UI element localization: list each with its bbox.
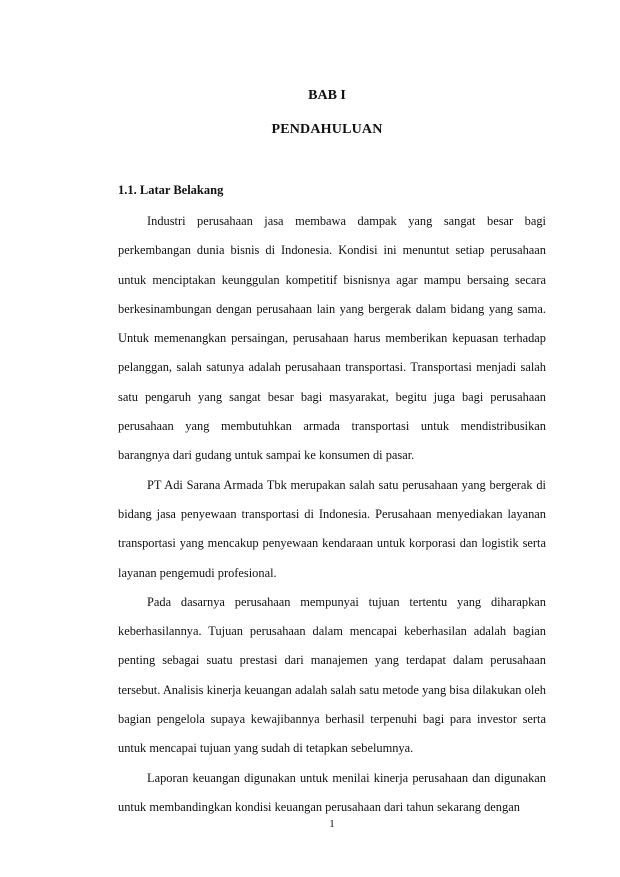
paragraph: PT Adi Sarana Armada Tbk merupakan salah satu perusahaan yang bergerak di bidang jasa penyewaan transportasi di Indonesia. Perusahaan menyediakan layanan transportasi yang mencakup penyewaan kendaraan untuk korporasi dan logistik serta layanan pengemudi profesional.	[118, 477, 546, 580]
paragraph: Industri perusahaan jasa membawa dampak yang sangat besar bagi perkembangan dunia bisnis di Indonesia. Kondisi ini menuntut setiap perusahaan untuk menciptakan keunggulan kompetitif bisnisnya agar mampu bersaing secara berkesinambungan dengan perusahaan lain yang bergerak dalam bidang yang sama. Untuk memenangkan persaingan, perusahaan harus memberikan kepuasan terhadap pelanggan, salah satunya adalah perusahaan transportasi. Transportasi menjadi salah satu pengaruh yang sangat besar bagi masyarakat, begitu juga bagi perusahaan perusahaan yang membutuhkan armada transportasi untuk mendistribusikan barangnya dari gudang untuk sampai ke konsumen di pasar.	[118, 214, 546, 463]
section-heading: 1.1. Latar Belakang	[118, 183, 224, 197]
paragraph: Laporan keuangan digunakan untuk menilai kinerja perusahaan dan digunakan untuk membandingkan kondisi keuangan perusahaan dari tahun sekarang dengan	[118, 770, 546, 814]
chapter-title: PENDAHULUAN	[271, 122, 383, 137]
paragraph: Pada dasarnya perusahaan mempunyai tujuan tertentu yang diharapkan keberhasilannya. Tujuan perusahaan dalam mencapai keberhasilan adalah bagian penting sebagai suatu prestasi dari manajemen yang terdapat dalam perusahaan tersebut. Analisis kinerja keuangan adalah salah satu metode yang bisa dilakukan oleh bagian pengelola supaya kewajibannya berhasil terpenuhi bagi para investor serta untuk mencapai tujuan yang sudah di tetapkan sebelumnya.	[118, 594, 546, 756]
body-text	[118, 207, 546, 822]
chapter-number: BAB I	[308, 88, 346, 103]
page-number: 1	[329, 818, 335, 830]
